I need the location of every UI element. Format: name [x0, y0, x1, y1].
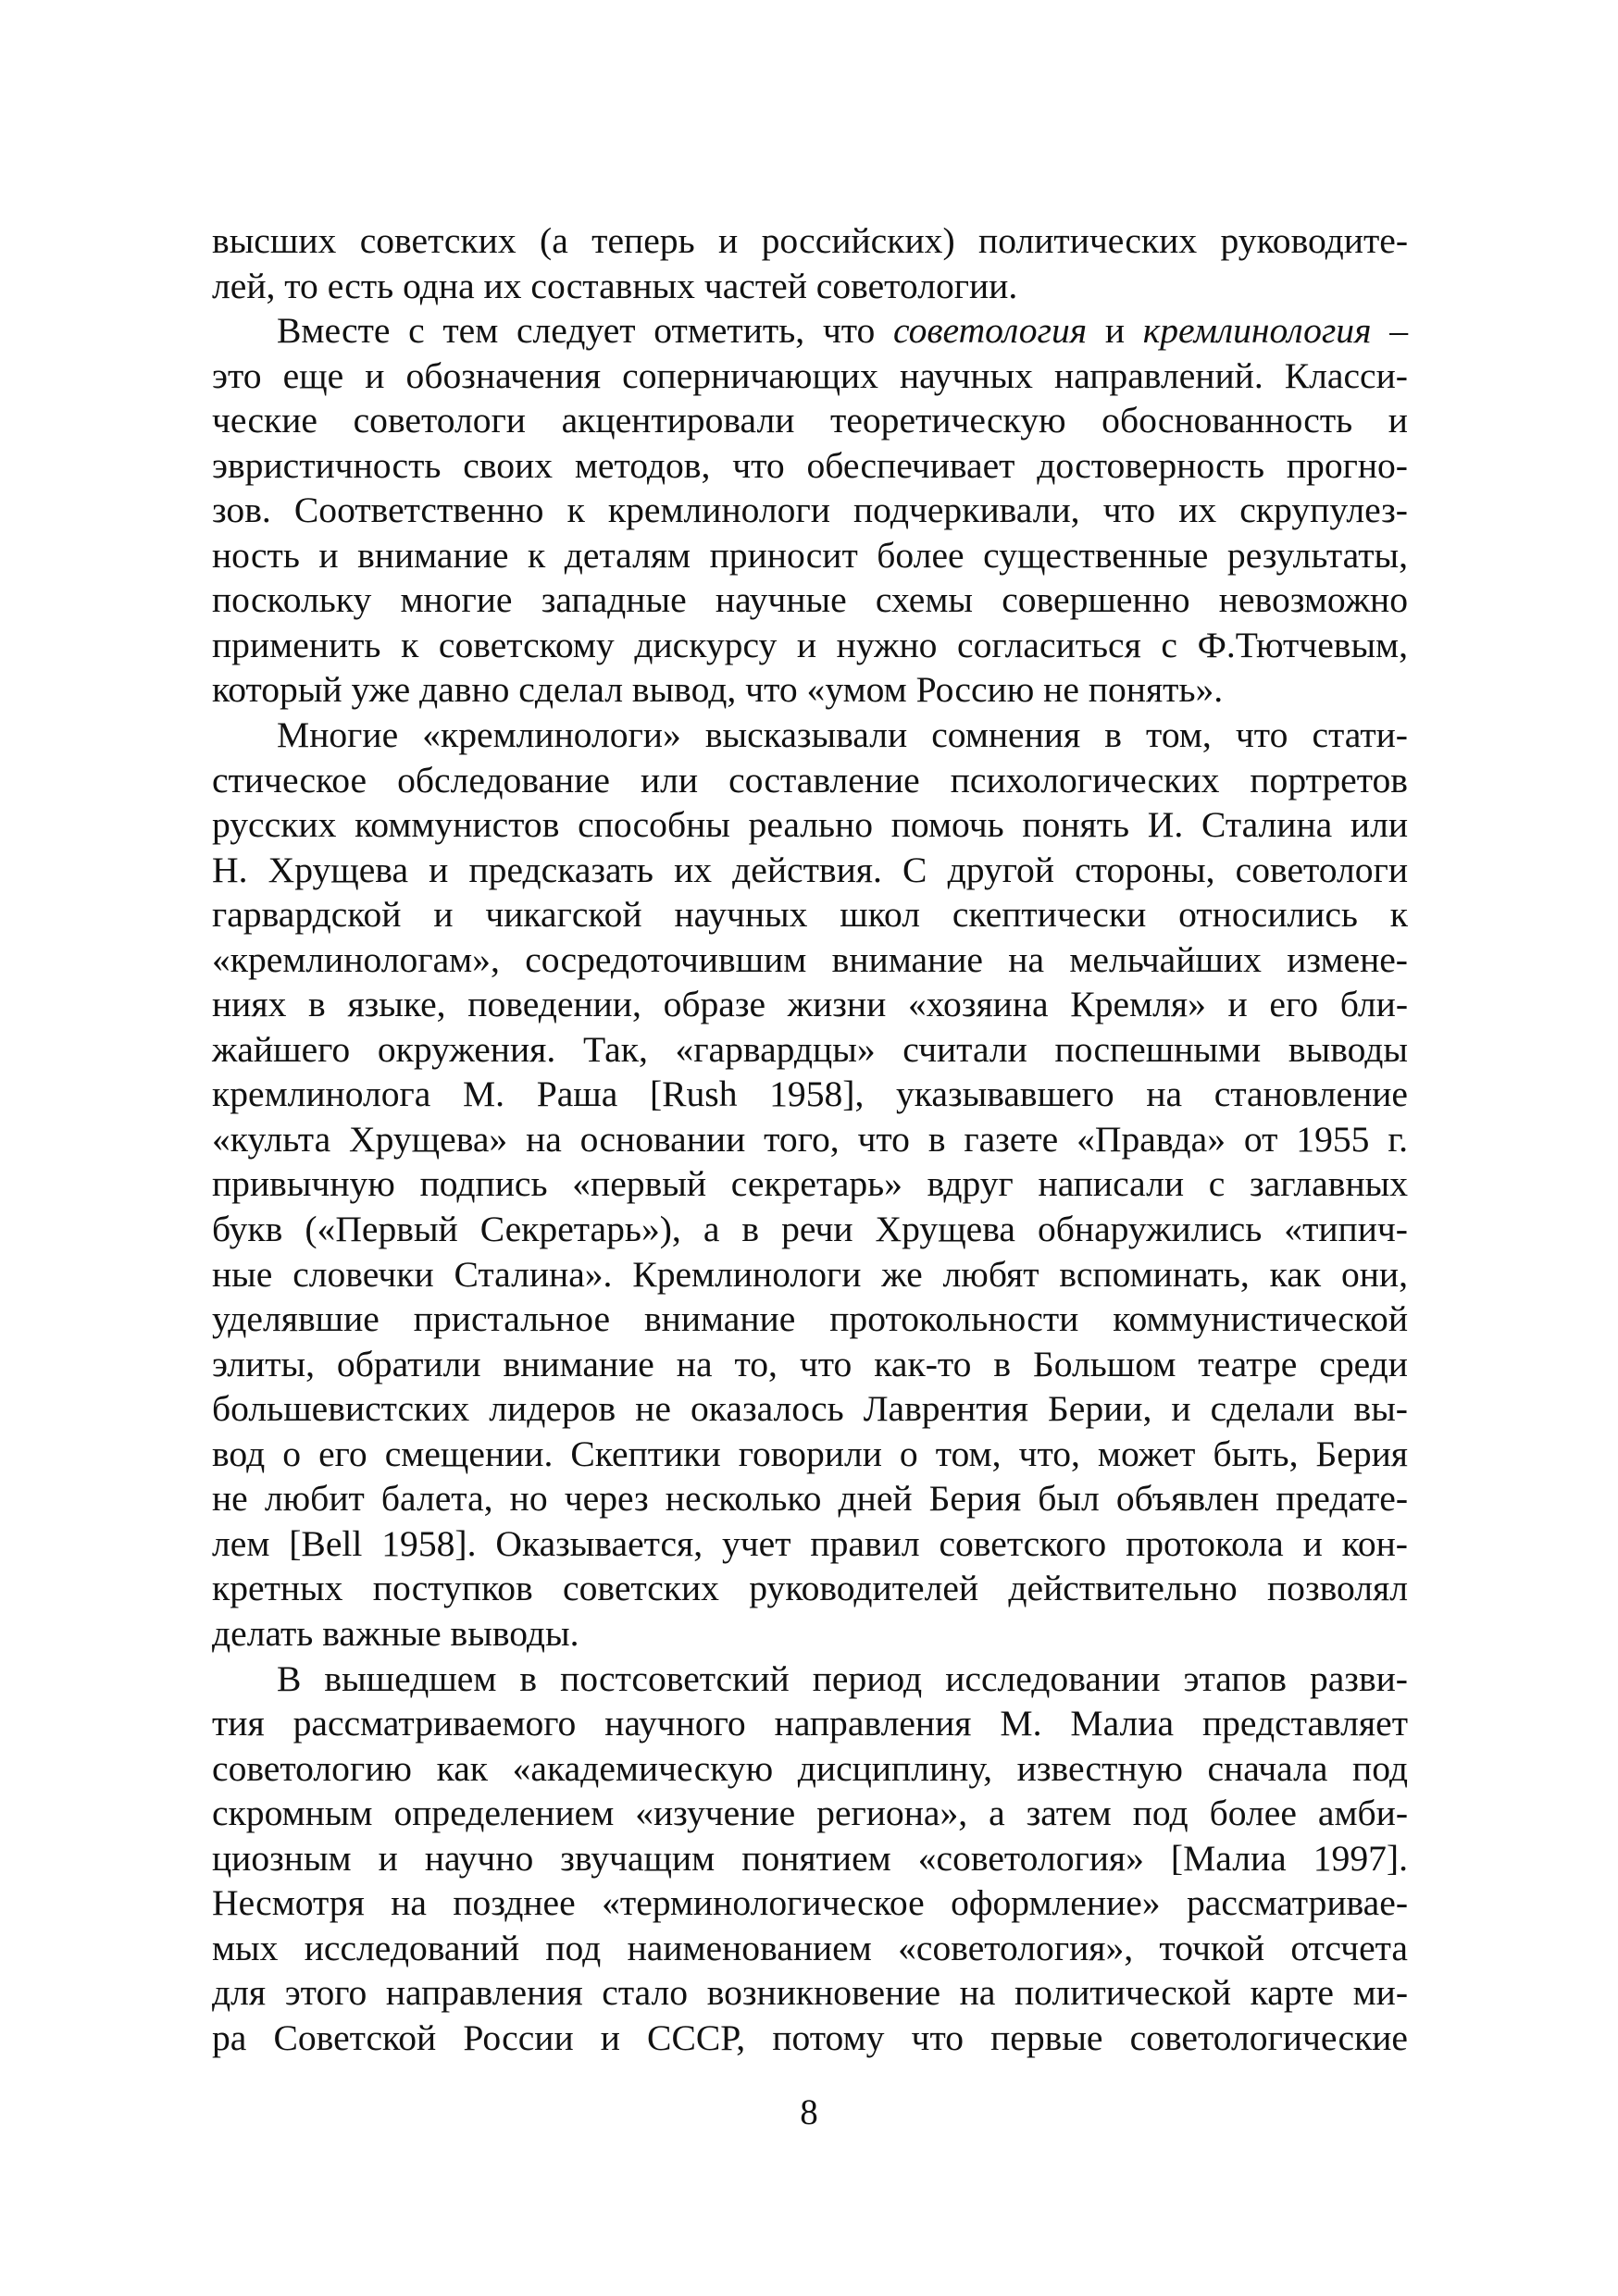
text-line: жайшего окружения. Так, «гарвардцы» считали поспешными выводы — [212, 1028, 1408, 1070]
text-line: циозным и научно звучащим понятием «советология» [Малиа 1997]. — [212, 1837, 1408, 1879]
text-line: элиты, обратили внимание на то, что как-то в Большом театре среди — [212, 1343, 1408, 1384]
text-line: русских коммунистов способны реально помочь понять И. Сталина или — [212, 804, 1408, 846]
text-line: В вышедшем в постсоветский период исследовании этапов разви- — [277, 1657, 1408, 1699]
text-line: это еще и обозначения соперничающих научных направлений. Класси- — [212, 354, 1408, 396]
text-line: советологию как «академическую дисциплину, известную сначала под — [212, 1747, 1408, 1789]
text-line: применить к советскому дискурсу и нужно согласиться с Ф.Тютчевым, — [212, 624, 1408, 665]
text-line: стическое обследование или составление психологических портретов — [212, 759, 1408, 800]
text-line: тия рассматриваемого научного направления М. Малиа представляет — [212, 1703, 1408, 1744]
text-line: Н. Хрущева и предсказать их действия. С другой стороны, советологи — [212, 849, 1408, 890]
text-line: «кремлинологам», сосредоточившим внимание на мельчайших измене- — [212, 938, 1408, 980]
text-line: для этого направления стало возникновение на политической карте ми- — [212, 1972, 1408, 2014]
text-segment: и — [1104, 310, 1126, 352]
text-line: вод о его смещении. Скептики говорили о том, что, может быть, Берия — [212, 1433, 1408, 1474]
page-number: 8 — [800, 2092, 818, 2132]
text-line: высших советских (а теперь и российских) политических руководите- — [212, 220, 1408, 261]
text-line: букв («Первый Секретарь»), а в речи Хрущева обнаружились «типич- — [212, 1209, 1408, 1250]
text-line: зов. Соответственно к кремлинологи подчеркивали, что их скрупулез- — [212, 490, 1408, 531]
emphasis-term: кремлинология — [1142, 310, 1372, 352]
text-line: «культа Хрущева» на основании того, что в газете «Правда» от 1955 г. — [212, 1118, 1408, 1160]
text-line: привычную подпись «первый секретарь» вдруг написали с заглавных — [212, 1163, 1408, 1205]
text-line: Многие «кремлинологи» высказывали сомнения в том, что стати- — [277, 714, 1408, 756]
text-line: который уже давно сделал вывод, что «умом Россию не понять». — [212, 669, 1224, 711]
text-line: гарвардской и чикагской научных школ скептически относились к — [212, 894, 1408, 936]
text-segment: – — [1389, 310, 1408, 352]
text-line: скромным определением «изучение региона», а затем под более амби- — [212, 1793, 1408, 1834]
text-line: большевистских лидеров не оказалось Лаврентия Берии, и сделали вы- — [212, 1388, 1408, 1430]
text-segment: Вместе с тем следует отметить, что — [277, 310, 876, 352]
text-line: эвристичность своих методов, что обеспечивает достоверность прогно- — [212, 444, 1408, 486]
text-line: ные словечки Сталина». Кремлинологи же любят вспоминать, как они, — [212, 1253, 1408, 1295]
text-line: делать важные выводы. — [212, 1612, 579, 1654]
text-line: кретных поступков советских руководителей действительно позволял — [212, 1568, 1408, 1609]
text-line: Несмотря на позднее «терминологическое оформление» рассматривае- — [212, 1882, 1408, 1924]
text-line: поскольку многие западные научные схемы совершенно невозможно — [212, 579, 1408, 621]
text-line-with-emphasis — [212, 308, 1408, 354]
text-line: не любит балета, но через несколько дней Берия был объявлен предате- — [212, 1478, 1408, 1520]
text-line: ниях в языке, поведении, образе жизни «хозяина Кремля» и его бли- — [212, 984, 1408, 1025]
text-line: ческие советологи акцентировали теоретическую обоснованность и — [212, 400, 1408, 441]
text-line: уделявшие пристальное внимание протокольности коммунистической — [212, 1298, 1408, 1340]
text-line: лем [Bell 1958]. Оказывается, учет правил советского протокола и кон- — [212, 1522, 1408, 1564]
text-line: ность и внимание к деталям приносит более существенные результаты, — [212, 534, 1408, 576]
text-line: ра Советской России и СССР, потому что первые советологические — [212, 2017, 1408, 2058]
body-text — [212, 218, 1408, 2060]
text-line: лей, то есть одна их составных частей советологии. — [212, 265, 1018, 306]
text-line: мых исследований под наименованием «советология», точкой отсчета — [212, 1927, 1408, 1968]
text-line: кремлинолога М. Раша [Rush 1958], указывавшего на становление — [212, 1074, 1408, 1115]
emphasis-term: советология — [893, 310, 1088, 352]
